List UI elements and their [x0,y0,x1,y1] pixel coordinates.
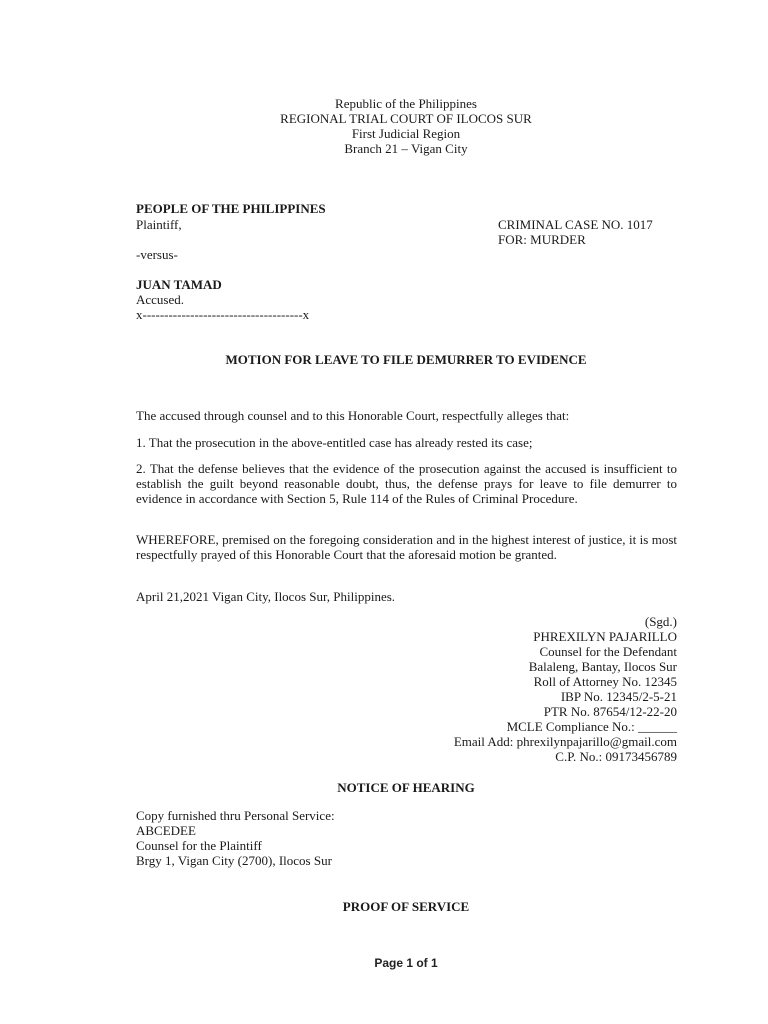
copy-recipient-title: Counsel for the Plaintiff [136,838,262,853]
versus-label: -versus- [136,247,178,262]
copy-recipient-address: Brgy 1, Vigan City (2700), Ilocos Sur [136,853,332,868]
page-number: Page 1 of 1 [374,956,438,970]
body-intro: The accused through counsel and to this Honorable Court, respectfully alleges that: [136,408,570,423]
header-region: First Judicial Region [351,126,461,141]
notice-title: NOTICE OF HEARING [337,780,475,795]
signature-mcle: MCLE Compliance No.: ______ [506,719,677,734]
signature-title: Counsel for the Defendant [539,644,677,659]
case-number: CRIMINAL CASE NO. 1017 [498,217,653,232]
accused-role: Accused. [136,292,185,307]
signature-name: PHREXILYN PAJARILLO [533,629,677,644]
proof-title: PROOF OF SERVICE [342,899,470,914]
header-branch: Branch 21 – Vigan City [344,141,468,156]
plaintiff-role: Plaintiff, [136,217,182,232]
court-header [0,96,768,156]
copy-furnished-block [136,808,335,868]
caption-separator: x-------------------------------------x [136,307,310,322]
case-charge: FOR: MURDER [498,232,586,247]
body-item-1: 1. That the prosecution in the above-entitled case has already rested its case; [136,435,533,450]
signature-block [454,614,677,764]
plaintiff-name: PEOPLE OF THE PHILIPPINES [136,201,326,216]
copy-recipient: ABCEDEE [136,823,196,838]
signature-email: Email Add: phrexilynpajarillo@gmail.com [453,734,677,749]
motion-title: MOTION FOR LEAVE TO FILE DEMURRER TO EVIDENCE [225,352,587,367]
signature-sgd: (Sgd.) [644,614,677,629]
body-date-place: April 21,2021 Vigan City, Ilocos Sur, Philippines. [136,589,396,604]
signature-ptr: PTR No. 87654/12-22-20 [543,704,677,719]
header-republic: Republic of the Philippines [335,96,477,111]
body-item-2: 2. That the defense believes that the evidence of the prosecution against the accused is insufficient to establish the guilt beyond reasonable doubt, thus, the defense prays for leave to file demurrer to evidence in accordance with Section 5, Rule 114 of the Rules of Criminal Procedure. [136,461,677,506]
signature-cp: C.P. No.: 09173456789 [555,749,677,764]
signature-roll: Roll of Attorney No. 12345 [533,674,677,689]
signature-address: Balaleng, Bantay, Ilocos Sur [528,659,677,674]
accused-name: JUAN TAMAD [136,277,222,292]
copy-line-1: Copy furnished thru Personal Service: [136,808,335,823]
body-wherefore: WHEREFORE, premised on the foregoing consideration and in the highest interest of justice, it is most respectfully prayed of this Honorable Court that the aforesaid motion be granted. [136,532,677,562]
header-court: REGIONAL TRIAL COURT OF ILOCOS SUR [280,111,532,126]
signature-ibp: IBP No. 12345/2-5-21 [560,689,677,704]
